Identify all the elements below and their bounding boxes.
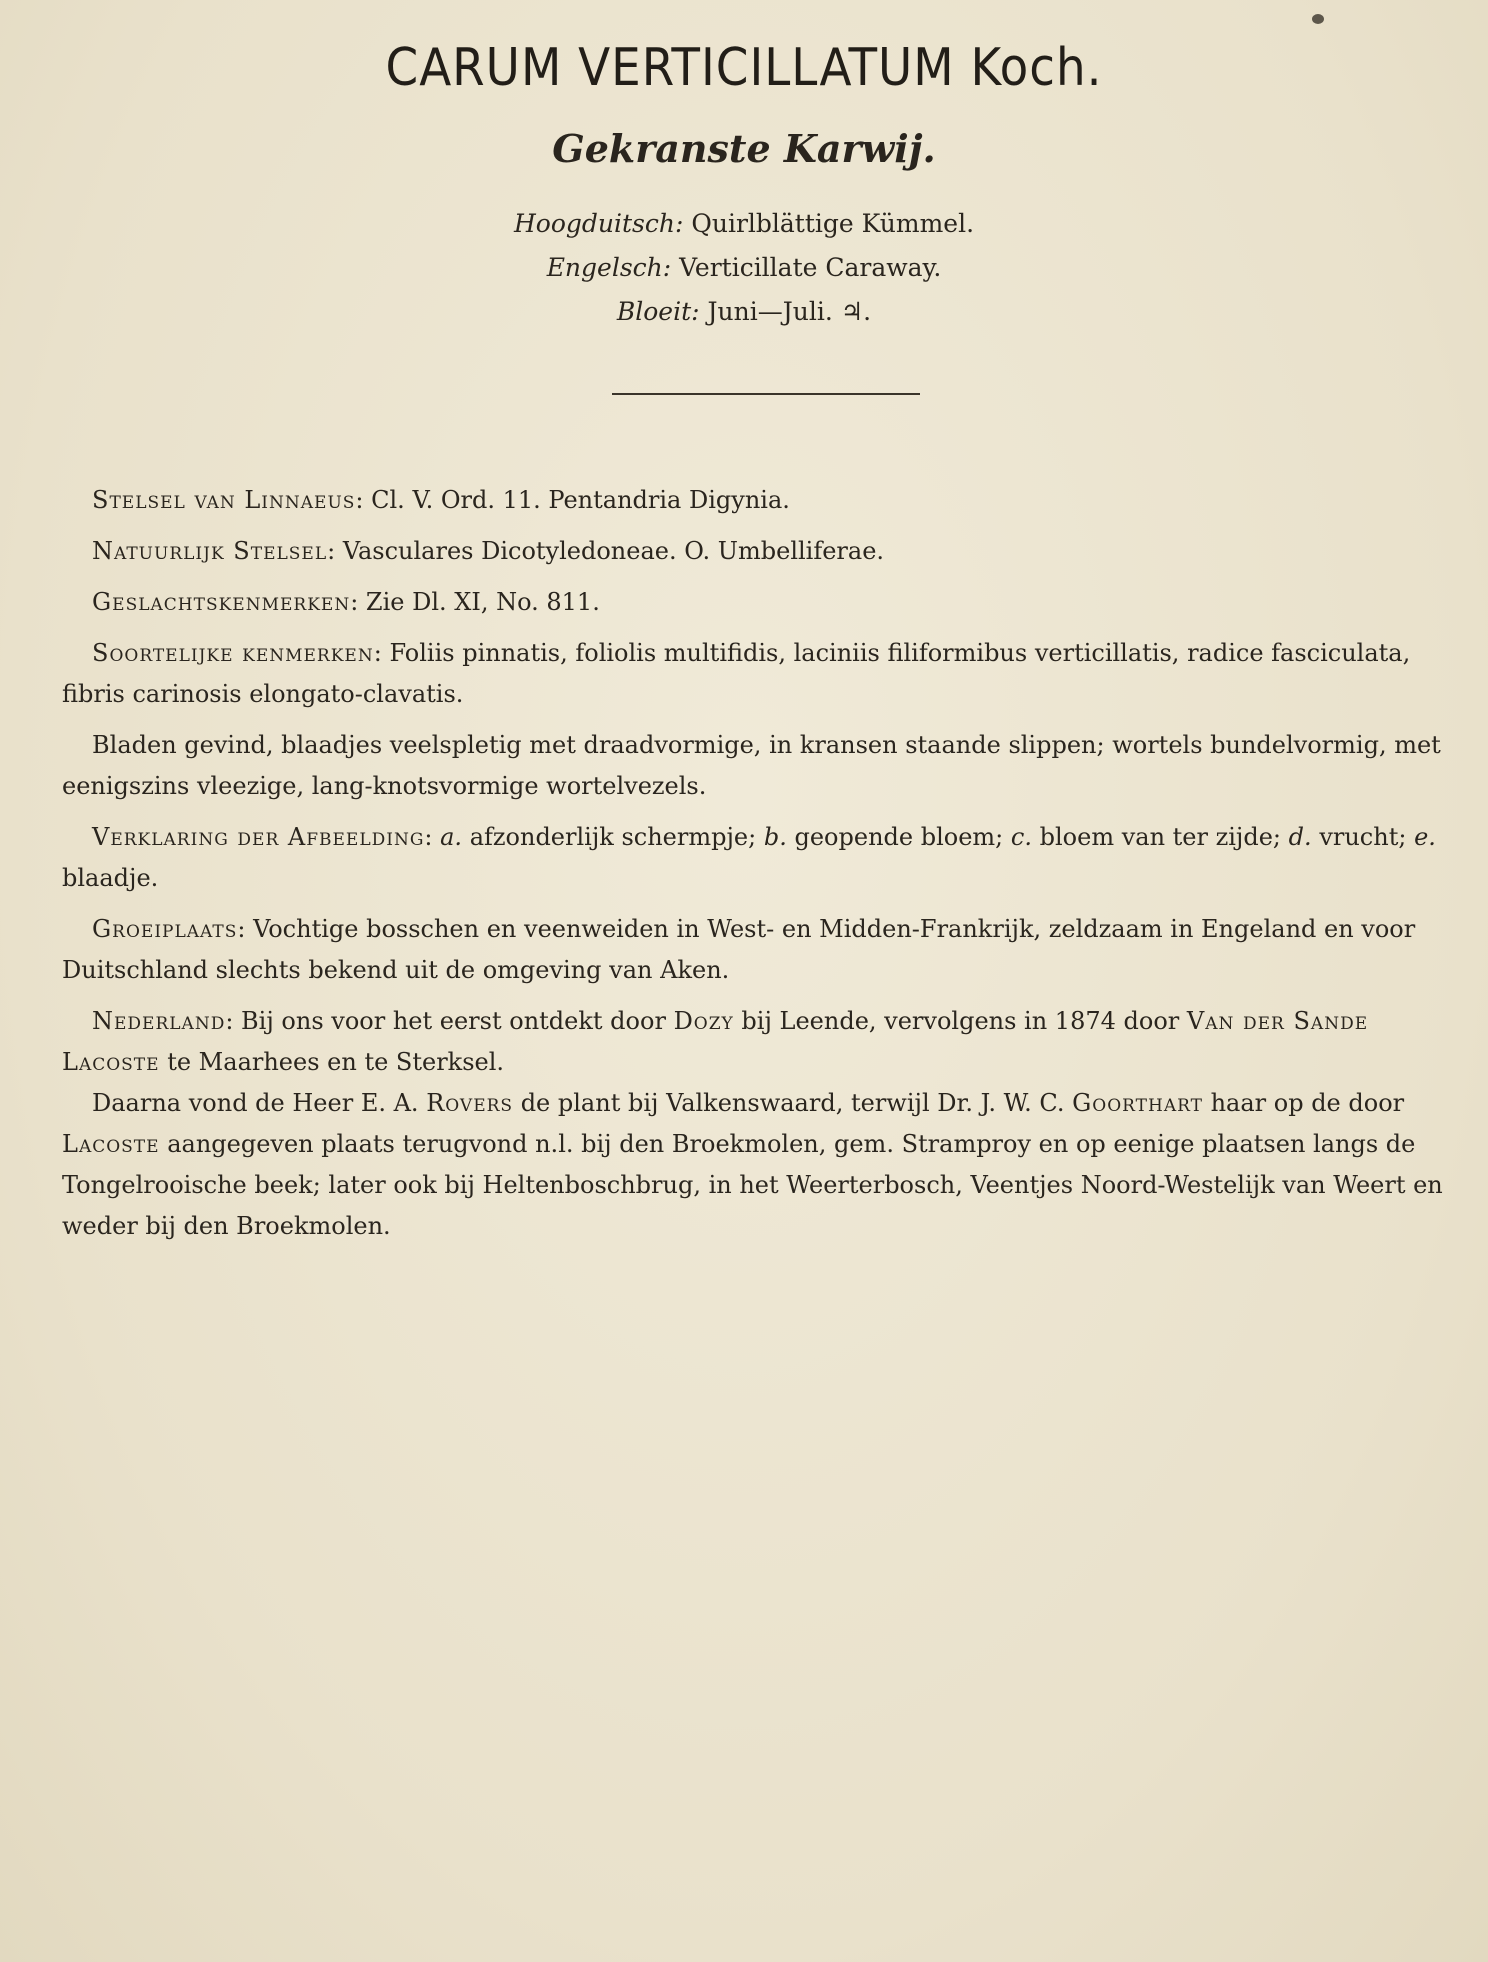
section-soort-nl: Bladen gevind, blaadjes veelspletig met draadvormige, in kransen staande slippen; wortels bundelvormig, met eenigszins vleezige, lang-knotsvormige wortelvezels. (62, 731, 1441, 800)
section-label: Groeiplaats (92, 915, 238, 943)
person-name: Van der Sande Lacoste (62, 1007, 1369, 1076)
person-name: Goorthart (1072, 1089, 1203, 1117)
name-lang: Bloeit: (616, 297, 700, 326)
bloom-period (0, 290, 1488, 334)
person-name: Lacoste (62, 1130, 160, 1158)
section-linnaeus: Stelsel van Linnaeus: Cl. V. Ord. 11. Pentandria Digynia. (92, 486, 790, 514)
name-text: Verticillate Caraway. (679, 253, 942, 282)
section-text: haar op de door (1210, 1089, 1405, 1117)
figure-text-c: bloem van ter zijde; (1039, 823, 1282, 851)
section-text: Cl. V. Ord. 11. Pentandria Digynia. (371, 486, 790, 514)
section-label: Verklaring der Afbeelding (92, 823, 425, 851)
ink-speck (1312, 14, 1324, 24)
person-name: Rovers (426, 1089, 514, 1117)
section-text: Vasculares Dicotyledoneae. O. Umbelliferae. (342, 537, 885, 565)
section-nederland: Nederland: Bij ons voor het eerst ontdekt door Dozy bij Leende, vervolgens in 1874 door Van der Sande Lacoste te Maarhees en te Sterksel. (62, 1007, 1369, 1076)
name-english (0, 246, 1488, 290)
section-soort: Soortelijke kenmerken: Foliis pinnatis, foliolis multifidis, laciniis filiformibus verticillatis, radice fasciculata, fibris carinosis elongato-clavatis. (62, 639, 1411, 708)
person-name: Dozy (673, 1007, 734, 1035)
page-subtitle: Gekranste Karwij. (552, 126, 936, 171)
figure-key-e: e. (1414, 823, 1436, 851)
section-label: Natuurlijk Stelsel (92, 537, 328, 565)
section-text: bij Leende, vervolgens in 1874 door (741, 1007, 1180, 1035)
divider (612, 393, 920, 395)
section-text: te Maarhees en te Sterksel. (167, 1048, 505, 1076)
section-verklaring: Verklaring der Afbeelding: a. afzonderlijk schermpje; b. geopende bloem; c. bloem van ter zijde; d. vrucht; e. blaadje. (62, 823, 1436, 892)
figure-key-b: b. (763, 823, 787, 851)
common-names (0, 202, 1488, 334)
section-text: Daarna vond de Heer E. A. (92, 1089, 419, 1117)
section-text: Bij ons voor het eerst ontdekt door (241, 1007, 666, 1035)
section-label: Geslachtskenmerken (92, 588, 351, 616)
section-label: Nederland (92, 1007, 226, 1035)
section-label: Soortelijke kenmerken (92, 639, 374, 667)
section-text: Foliis pinnatis, foliolis multifidis, laciniis filiformibus verticillatis, radice fasciculata, fibris carinosis elongato-clavatis. (62, 639, 1411, 708)
section-groeiplaats: Groeiplaats: Vochtige bosschen en veenweiden in West- en Midden-Frankrijk, zeldzaam in Engeland en voor Duitschland slechts bekend uit de omgeving van Aken. (62, 915, 1416, 984)
section-text: aangegeven plaats terugvond n.l. bij den Broekmolen, gem. Stramproy en op eenige plaatsen langs de Tongelrooische beek; later ook bij Heltenboschbrug, in het Weerterbosch, Veentjes Noord-Westelijk van Weert en weder bij den Broekmolen. (62, 1130, 1443, 1240)
section-text: Zie Dl. XI, No. 811. (365, 588, 600, 616)
section-text: Vochtige bosschen en veenweiden in West- en Midden-Frankrijk, zeldzaam in Engeland en voor Duitschland slechts bekend uit de omgeving van Aken. (62, 915, 1416, 984)
figure-text-e: blaadje. (62, 864, 159, 892)
name-german (0, 202, 1488, 246)
section-label: Stelsel van Linnaeus (92, 486, 356, 514)
section-daarna (62, 1083, 1452, 1247)
description-body (62, 480, 1452, 1257)
section-natuurlijk: Natuurlijk Stelsel: Vasculares Dicotyledoneae. O. Umbelliferae. (92, 537, 885, 565)
page-title: CARUM VERTICILLATUM Koch. (385, 38, 1103, 98)
name-text: Quirlblättige Kümmel. (691, 209, 975, 238)
figure-key-c: c. (1010, 823, 1032, 851)
figure-text-b: geopende bloem; (794, 823, 1004, 851)
figure-key-a: a. (440, 823, 463, 851)
figure-text-a: afzonderlijk schermpje; (469, 823, 757, 851)
figure-key-d: d. (1288, 823, 1312, 851)
figure-text-d: vrucht; (1319, 823, 1407, 851)
name-lang: Engelsch: (546, 253, 672, 282)
section-text: de plant bij Valkenswaard, terwijl Dr. J. W. C. (520, 1089, 1065, 1117)
name-text: Juni—Juli. ♃. (707, 297, 872, 326)
section-geslacht: Geslachtskenmerken: Zie Dl. XI, No. 811. (92, 588, 600, 616)
name-lang: Hoogduitsch: (513, 209, 684, 238)
